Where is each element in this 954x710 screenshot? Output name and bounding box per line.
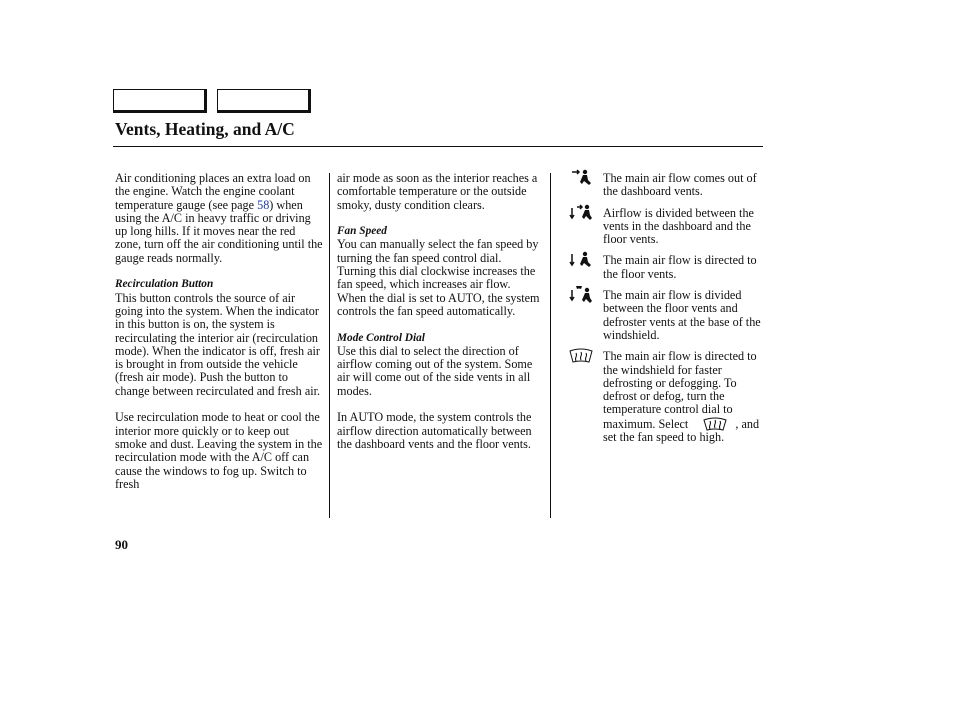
recirculation-paragraph-2: Use recirculation mode to heat or cool the interior more quickly or to keep out smoke and dust. Leaving the system in the recirculation mode with the A/C off can cause the windows to fog up. Switch to fresh: [115, 410, 323, 491]
mode-dashboard: The main air flow comes out of the dashboard vents.: [559, 172, 763, 199]
page-reference-link[interactable]: 58: [257, 197, 270, 212]
page-title: Vents, Heating, and A/C: [115, 119, 295, 139]
floor-defrost-vent-icon: [569, 286, 593, 304]
fan-speed-paragraph-1: You can manually select the fan speed by turning the fan speed control dial. Turning this dial clockwise increases the fan speed, which increases air flow.: [337, 237, 539, 292]
page-number: 90: [115, 537, 128, 552]
mode-control-paragraph-2: In AUTO mode, the system controls the airflow direction automatically between the dashboard vents and the floor vents.: [337, 410, 532, 451]
text-column-3: [559, 172, 763, 444]
recirculation-paragraph-1: This button controls the source of air going into the system. When the indicator in this button is on, the system is recirculating the interior air (recirculation mode). When the indicator is off, fresh air is brought in from outside the vehicle (fresh air mode). Push the button to change between recirculated and fresh air.: [115, 290, 321, 398]
mode-control-paragraph-1: Use this dial to select the direction of airflow coming out of the system. Some air will come out of the side vents in all modes.: [337, 343, 533, 398]
column-divider: [550, 173, 551, 518]
column-divider: [329, 173, 330, 518]
dashboard-vent-icon: [569, 169, 593, 187]
mode-defrost: The main air flow is directed to the windshield for faster defrosting or defogging. To defrost or defog, turn the temperature control dial to maximum. Select , and set the fan speed to high.: [559, 350, 763, 444]
defrost-icon: [703, 417, 727, 431]
nav-tab-box-2[interactable]: [217, 89, 311, 113]
fan-speed-paragraph-2: When the dial is set to AUTO, the system controls the fan speed automatically.: [337, 290, 540, 318]
mode-floor: The main air flow is directed to the floor vents.: [559, 254, 763, 281]
nav-tab-box-1[interactable]: [113, 89, 207, 113]
recirculation-heading: Recirculation Button: [115, 278, 214, 291]
text-column-2: [337, 172, 543, 451]
floor-vent-icon: [569, 251, 593, 269]
fan-speed-heading: Fan Speed: [337, 225, 387, 238]
fresh-air-paragraph: air mode as soon as the interior reaches a comfortable temperature or the outside smoky, dusty condition clears.: [337, 171, 538, 212]
defrost-icon: [569, 347, 593, 365]
mode-bi-level: Airflow is divided between the vents in the dashboard and the floor vents.: [559, 207, 763, 247]
bi-level-vent-icon: [569, 204, 593, 222]
text-column-1: [115, 172, 323, 491]
ac-engine-load-paragraph: Air conditioning places an extra load on the engine. Watch the engine coolant temperature gauge (see page 58) when using the A/C in heavy traffic or driving up long hills. If it moves near the red zone, turn off the air conditioning until the gauge reads normally.: [115, 171, 323, 265]
title-rule: [113, 146, 763, 147]
mode-floor-defrost: The main air flow is divided between the floor vents and defroster vents at the base of the windshield.: [559, 289, 763, 342]
mode-control-heading: Mode Control Dial: [337, 331, 425, 344]
